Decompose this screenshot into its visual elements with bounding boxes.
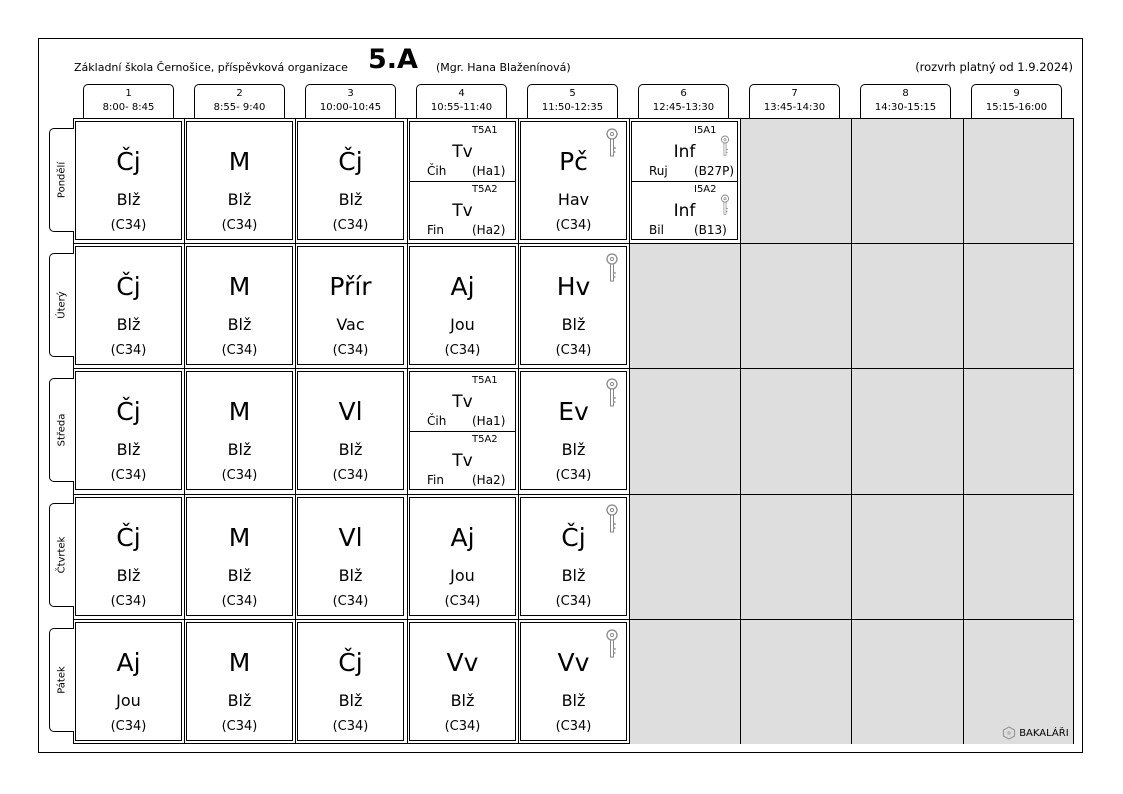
teacher: Bil — [649, 223, 664, 237]
subject: M — [228, 272, 251, 301]
grid-line — [963, 118, 964, 744]
room: (C34) — [221, 468, 258, 483]
subject: Vl — [338, 397, 363, 426]
teacher: Blž — [116, 440, 141, 459]
teacher: Blž — [561, 440, 586, 459]
subject: Hv — [556, 272, 591, 301]
bakalari-brand: BAKALÁŘI — [1002, 726, 1069, 740]
room: (C34) — [110, 594, 147, 609]
lesson-cell-tuesday-5[interactable] — [520, 246, 627, 365]
subject: Tv — [452, 142, 473, 162]
room: (C34) — [221, 594, 258, 609]
key-icon — [605, 629, 619, 659]
teacher: Blž — [338, 440, 363, 459]
day-tab-friday: Pátek — [49, 628, 74, 732]
teacher: Blž — [227, 315, 252, 334]
room: (Ha1) — [472, 414, 506, 428]
subject: Pč — [559, 147, 588, 176]
lesson-cell-monday-1[interactable] — [75, 121, 182, 240]
subject: Vv — [446, 648, 479, 677]
room: (C34) — [555, 343, 592, 358]
day-tab-wednesday: Středa — [49, 378, 74, 482]
key-icon — [605, 253, 619, 283]
lesson-cell-wednesday-3[interactable] — [297, 371, 404, 490]
period-header-1: 1 8:00- 8:45 — [83, 84, 174, 118]
subject: Čj — [561, 523, 586, 552]
teacher: Fin — [427, 223, 444, 237]
teacher: Čih — [427, 414, 447, 428]
group-label: T5A2 — [472, 434, 498, 445]
lesson-cell-tuesday-1[interactable] — [75, 246, 182, 365]
key-icon — [605, 378, 619, 408]
subject: Čj — [338, 147, 363, 176]
teacher: Hav — [557, 190, 590, 209]
teacher: Blž — [338, 566, 363, 585]
subject: Vv — [557, 648, 590, 677]
room: (C34) — [110, 343, 147, 358]
valid-from: (rozvrh platný od 1.9.2024) — [915, 60, 1073, 74]
grid-line — [518, 118, 519, 744]
teacher: Vac — [336, 315, 365, 334]
subject: M — [228, 523, 251, 552]
grid-line — [407, 118, 408, 744]
lesson-cell-thursday-1[interactable] — [75, 497, 182, 616]
group-label: I5A1 — [694, 125, 717, 136]
lesson-cell-tuesday-2[interactable] — [186, 246, 293, 365]
subject: Čj — [116, 147, 141, 176]
subject: Aj — [450, 523, 475, 552]
day-tab-monday: Pondělí — [49, 128, 74, 232]
room: (C34) — [110, 468, 147, 483]
teacher: Blž — [116, 566, 141, 585]
teacher: Blž — [227, 440, 252, 459]
key-icon — [605, 504, 619, 534]
teacher: Ruj — [649, 164, 668, 178]
grid-line — [73, 243, 1074, 244]
lesson-group-1[interactable] — [410, 372, 515, 432]
teacher: Blž — [561, 315, 586, 334]
grid-line — [184, 118, 185, 744]
period-header-5: 5 11:50-12:35 — [527, 84, 618, 118]
grid-line — [73, 368, 1074, 369]
subject: Vl — [338, 523, 363, 552]
room: (C34) — [332, 343, 369, 358]
room: (C34) — [444, 719, 481, 734]
room: (C34) — [555, 468, 592, 483]
subject: Ev — [558, 397, 589, 426]
grid-line — [295, 118, 296, 744]
empty-slots-monday — [741, 119, 1073, 243]
teacher: Čih — [427, 164, 447, 178]
lesson-group-2[interactable] — [410, 181, 515, 239]
lesson-cell-friday-5[interactable] — [520, 622, 627, 741]
teacher: Blž — [338, 190, 363, 209]
teacher: Fin — [427, 473, 444, 487]
lesson-group-1[interactable] — [632, 122, 737, 182]
subject: Aj — [450, 272, 475, 301]
grid-line — [851, 118, 852, 744]
teacher: Blž — [561, 691, 586, 710]
teacher: Blž — [227, 190, 252, 209]
subject: Inf — [673, 201, 696, 221]
group-label: T5A2 — [472, 184, 498, 195]
lesson-cell-friday-4[interactable] — [409, 622, 516, 741]
room: (Ha2) — [472, 473, 506, 487]
key-icon — [720, 194, 730, 216]
room: (B27P) — [694, 164, 735, 178]
lesson-cell-thursday-5[interactable] — [520, 497, 627, 616]
lesson-cell-thursday-4[interactable] — [409, 497, 516, 616]
key-icon — [720, 135, 730, 157]
subject: Přír — [329, 272, 372, 301]
room: (C34) — [221, 343, 258, 358]
lesson-cell-tuesday-4[interactable] — [409, 246, 516, 365]
group-label: T5A1 — [472, 125, 498, 136]
subject: M — [228, 648, 251, 677]
lesson-group-2[interactable] — [632, 181, 737, 239]
lesson-cell-friday-2[interactable] — [186, 622, 293, 741]
grid-line — [73, 619, 1074, 620]
lesson-cell-monday-6[interactable] — [631, 121, 738, 240]
lesson-cell-thursday-3[interactable] — [297, 497, 404, 616]
lesson-cell-wednesday-1[interactable] — [75, 371, 182, 490]
room: (C34) — [221, 218, 258, 233]
room: (C34) — [332, 218, 369, 233]
lesson-cell-friday-3[interactable] — [297, 622, 404, 741]
room: (Ha2) — [472, 223, 506, 237]
day-tab-thursday: Čtvrtek — [49, 503, 74, 607]
key-icon — [605, 128, 619, 158]
teacher: Blž — [338, 691, 363, 710]
room: (Ha1) — [472, 164, 506, 178]
teacher: Blž — [450, 691, 475, 710]
room: (C34) — [110, 719, 147, 734]
subject: Tv — [452, 451, 473, 471]
subject: Čj — [338, 648, 363, 677]
room: (B13) — [694, 223, 727, 237]
grid-line — [73, 494, 1074, 495]
subject: Aj — [116, 648, 141, 677]
teacher: Blž — [227, 691, 252, 710]
subject: Tv — [452, 201, 473, 221]
room: (C34) — [555, 719, 592, 734]
room: (C34) — [444, 594, 481, 609]
room: (C34) — [555, 218, 592, 233]
class-teacher: (Mgr. Hana Blaženínová) — [436, 61, 571, 74]
room: (C34) — [110, 218, 147, 233]
subject: Čj — [116, 523, 141, 552]
lesson-cell-wednesday-2[interactable] — [186, 371, 293, 490]
period-header-4: 4 10:55-11:40 — [416, 84, 507, 118]
period-header-9: 9 15:15-16:00 — [971, 84, 1062, 118]
subject: Čj — [116, 397, 141, 426]
room: (C34) — [555, 594, 592, 609]
teacher: Jou — [116, 691, 141, 710]
room: (C34) — [332, 719, 369, 734]
lesson-group-2[interactable] — [410, 431, 515, 489]
subject: Inf — [673, 142, 696, 162]
lesson-cell-tuesday-3[interactable] — [297, 246, 404, 365]
teacher: Blž — [561, 566, 586, 585]
teacher: Jou — [450, 315, 475, 334]
teacher: Blž — [116, 315, 141, 334]
period-header-2: 2 8:55- 9:40 — [194, 84, 285, 118]
lesson-cell-monday-4[interactable] — [409, 121, 516, 240]
room: (C34) — [221, 719, 258, 734]
subject: Čj — [116, 272, 141, 301]
lesson-cell-monday-3[interactable] — [297, 121, 404, 240]
grid-line — [629, 118, 630, 744]
teacher: Jou — [450, 566, 475, 585]
class-name: 5.A — [368, 44, 418, 75]
school-name: Základní škola Černošice, příspěvková organizace — [74, 61, 348, 74]
period-header-6: 6 12:45-13:30 — [638, 84, 729, 118]
period-header-7: 7 13:45-14:30 — [749, 84, 840, 118]
room: (C34) — [332, 468, 369, 483]
room: (C34) — [444, 343, 481, 358]
day-tab-tuesday: Úterý — [49, 253, 74, 357]
group-label: I5A2 — [694, 184, 717, 195]
period-header-3: 3 10:00-10:45 — [305, 84, 396, 118]
subject: M — [228, 147, 251, 176]
group-label: T5A1 — [472, 375, 498, 386]
lesson-group-1[interactable] — [410, 122, 515, 182]
lesson-cell-thursday-2[interactable] — [186, 497, 293, 616]
subject: M — [228, 397, 251, 426]
lesson-cell-friday-1[interactable] — [75, 622, 182, 741]
lesson-cell-wednesday-5[interactable] — [520, 371, 627, 490]
lesson-cell-monday-2[interactable] — [186, 121, 293, 240]
grid-line — [740, 118, 741, 744]
lesson-cell-monday-5[interactable] — [520, 121, 627, 240]
lesson-cell-wednesday-4[interactable] — [409, 371, 516, 490]
bakalari-logo-icon — [1002, 726, 1016, 740]
teacher: Blž — [116, 190, 141, 209]
subject: Tv — [452, 392, 473, 412]
teacher: Blž — [227, 566, 252, 585]
room: (C34) — [332, 594, 369, 609]
period-header-8: 8 14:30-15:15 — [860, 84, 951, 118]
